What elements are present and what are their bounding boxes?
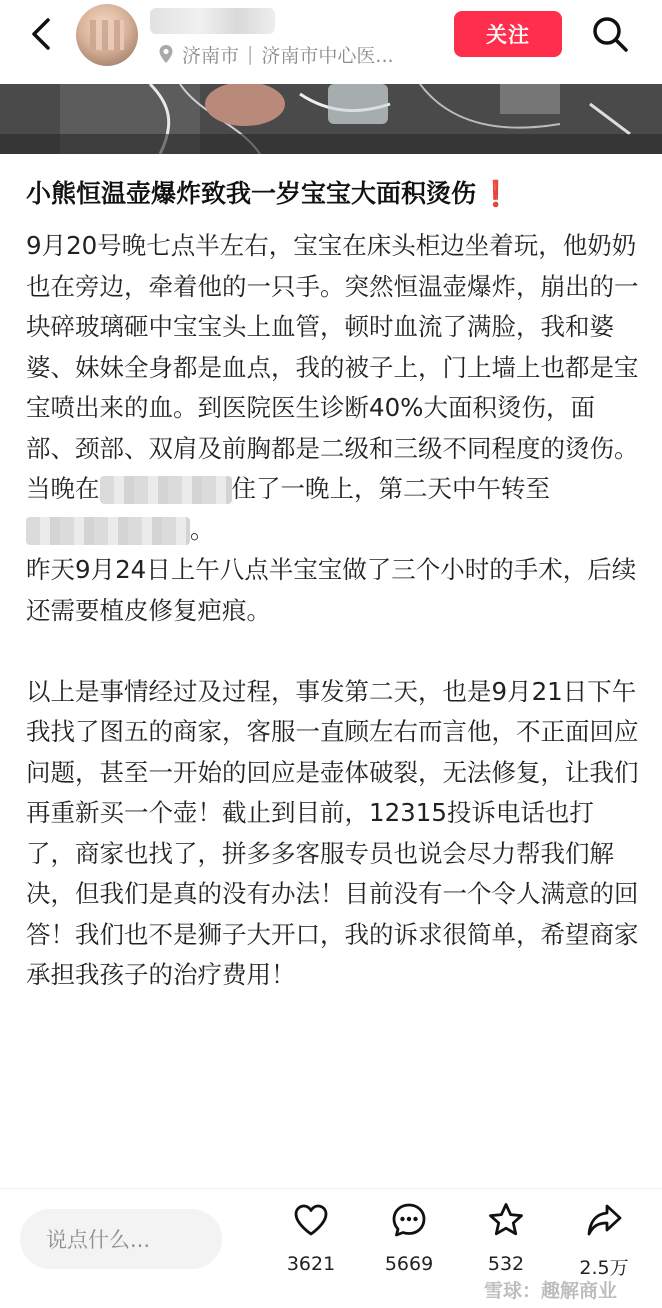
comment-button[interactable] [369,1201,449,1291]
location-city: 济南市 [182,44,240,67]
collect-count: 532 [487,1253,525,1275]
search-icon [590,14,630,54]
heart-icon [292,1201,330,1239]
location-pin-icon [158,44,174,64]
exclamation-icon: ❗ [480,179,512,208]
post-title [26,174,646,214]
top-nav-bar [0,0,662,84]
post-paragraph-2-part-b: 住了一晚上，第二天中午转至 [231,474,550,503]
post-paragraph-2 [26,469,642,550]
author-name-blurred[interactable] [150,8,275,34]
location-place: 济南市中心医... [261,44,394,67]
post-paragraph-1: 9月20号晚七点半左右，宝宝在床头柜边坐着玩，他奶奶也在旁边，牵着他的一只手。突然恒温壶爆炸，崩出的一块碎玻璃砸中宝宝头上血管，顿时血流了满脸，我和婆婆、妹妹全身都是血点，我的被子上，门上墙上也都是宝宝喷出来的血。到医院医生诊断40%大面积烫伤，面部、颈部、双肩及前胸都是二级和三级不同程度的烫伤。 [26,231,639,463]
avatar-mosaic [90,20,124,50]
share-icon [585,1201,623,1239]
follow-button[interactable]: 关注 [454,11,562,57]
comment-count: 5669 [384,1253,434,1275]
author-avatar[interactable] [76,4,138,66]
back-button[interactable] [22,14,62,54]
location-separator: | [247,43,254,65]
location-info[interactable] [158,40,394,68]
post-paragraph-2-part-c: 。 [190,514,215,544]
post-title-text: 小熊恒温壶爆炸致我一岁宝宝大面积烫伤 [26,179,477,208]
post-image[interactable] [0,84,662,154]
post-paragraph-2-part-a: 当晚在 [26,474,100,503]
comment-icon [390,1201,428,1239]
paragraph-gap [26,631,642,672]
share-count: 2.5万 [579,1257,629,1279]
post-paragraph-4: 以上是事情经过及过程，事发第二天，也是9月21日下午我找了图五的商家，客服一直顾左右而言他，不正面回应问题，甚至一开始的回应是壶体破裂，无法修复，让我们再重新买一个壶！截止到目前，12315投诉电话也打了，商家也找了，拼多多客服专员也说会尽力帮我们解决，但我们是真的没有办法！目前没有一个令人满意的回答！我们也不是狮子大开口，我的诉求很简单，希望商家承担我孩子的治疗费用！ [26,676,639,989]
post-paragraph-3: 昨天9月24日上午八点半宝宝做了三个小时的手术，后续还需要植皮修复疤痕。 [26,555,637,625]
star-icon [487,1201,525,1239]
post-image-graphic [0,84,662,154]
comment-input[interactable]: 说点什么... [20,1209,222,1269]
back-icon [22,14,62,54]
post-body [26,226,642,996]
watermark: 雪球：趣解商业 [484,1280,618,1302]
like-count: 3621 [286,1253,336,1275]
blurred-hospital-name [100,476,232,504]
search-button[interactable] [590,14,630,54]
blurred-hospital-name-2 [26,517,190,545]
like-button[interactable] [271,1201,351,1291]
